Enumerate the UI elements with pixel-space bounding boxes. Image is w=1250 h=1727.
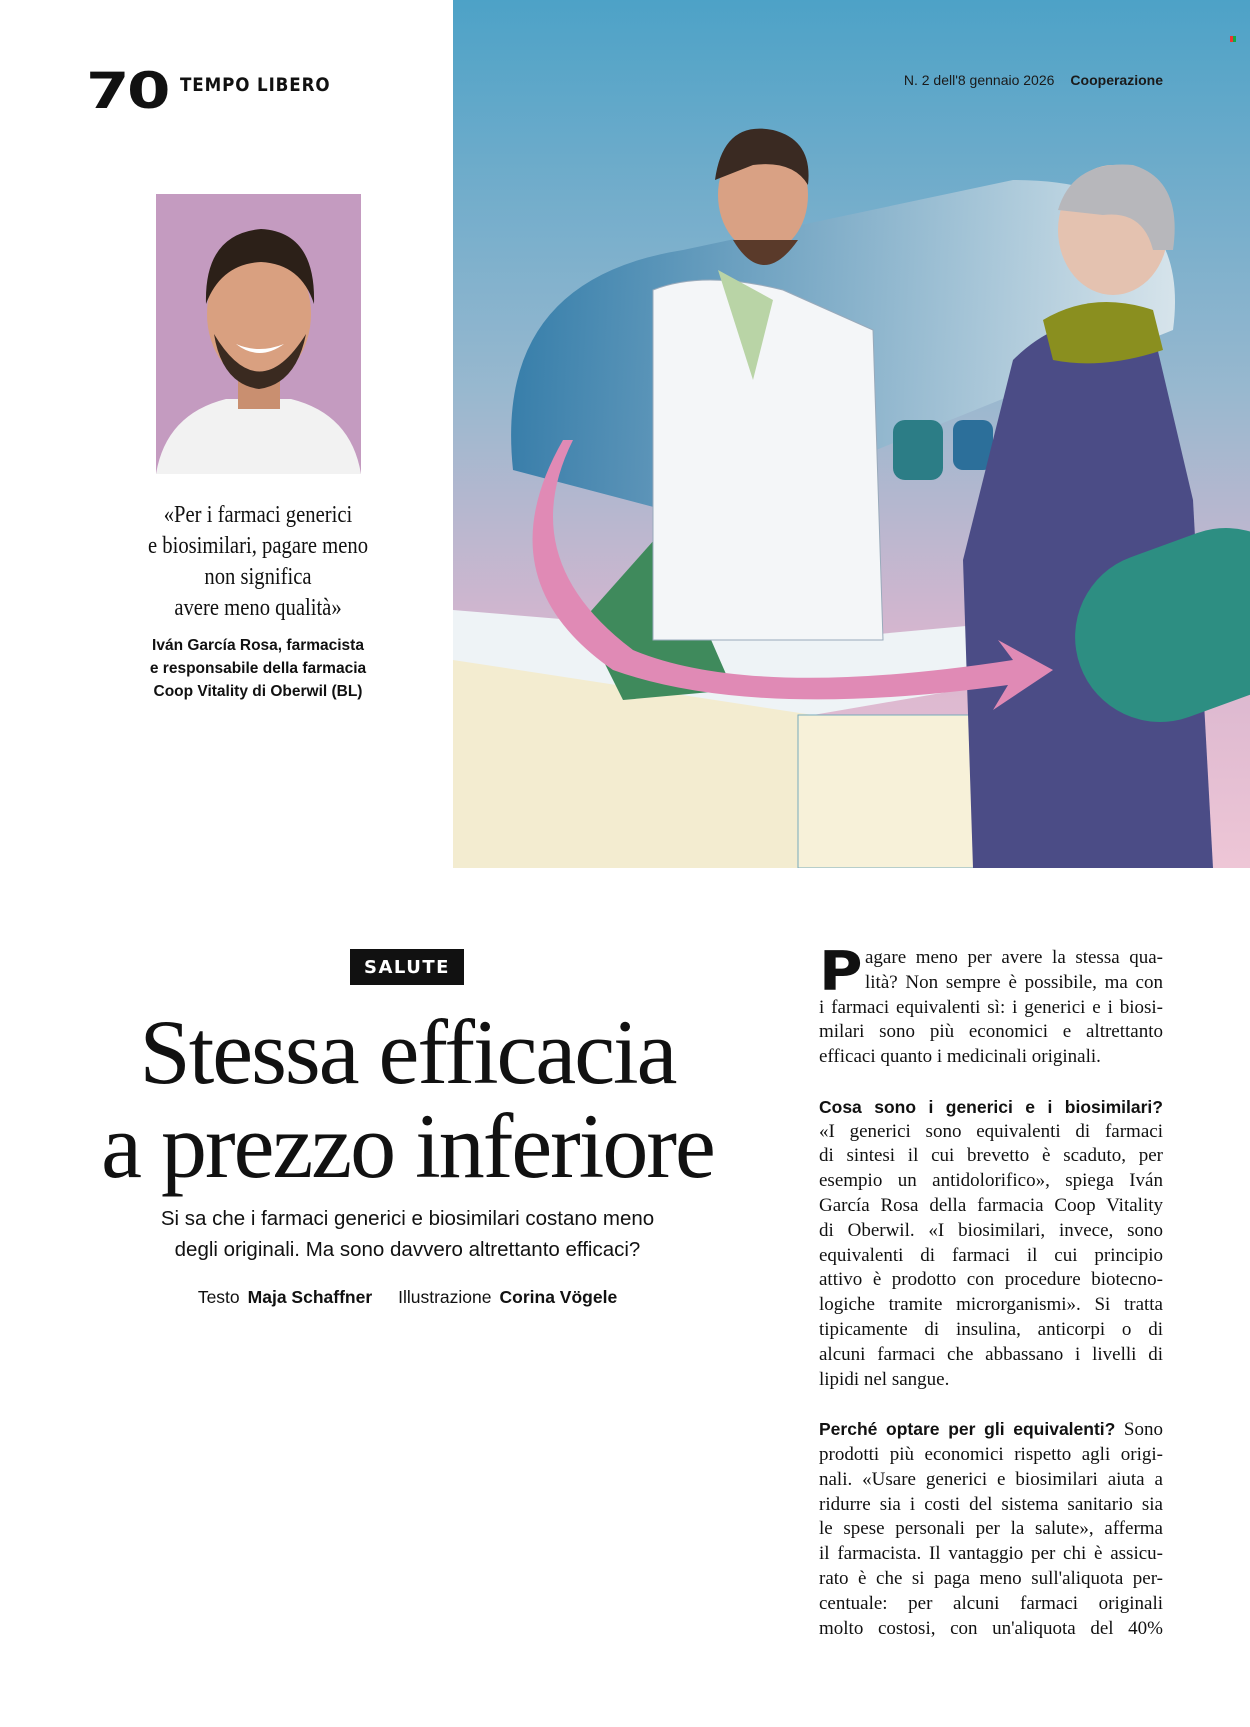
body-line: lità? Non sempre è possibile, ma con xyxy=(865,971,1163,993)
quote-line: e biosimilari, pagare meno xyxy=(147,533,369,559)
subtitle-line: degli originali. Ma sono davvero altrettanto efficaci? xyxy=(174,1238,641,1261)
body-line: tipicamente di insulina, anticorpi o di xyxy=(819,1318,1163,1340)
body-line: esempio un antidolorifico», spiega Iván xyxy=(819,1170,1163,1192)
body-line: rato è che si paga meno sull'aliquota per- xyxy=(819,1567,1163,1589)
quote-attribution xyxy=(100,634,416,703)
headline xyxy=(40,1001,775,1197)
body-line: logiche tramite microrganismi». Si tratta xyxy=(819,1294,1163,1316)
article-body xyxy=(819,940,1163,1641)
body-line: equivalenti di farmaci il cui principio xyxy=(819,1244,1163,1266)
body-line: nali. «Usare generici e biosimilari aiuta a xyxy=(819,1468,1163,1490)
body-line: García Rosa della farmacia Coop Vitality xyxy=(819,1194,1163,1216)
subtitle-line: Si sa che i farmaci generici e biosimilari costano meno xyxy=(160,1207,655,1230)
body-line: di Oberwil. «I biosimilari, invece, sono xyxy=(819,1219,1163,1241)
text-author: Maja Schaffner xyxy=(247,1287,373,1307)
body-line: milari sono più economici e altrettanto xyxy=(819,1021,1163,1043)
credits xyxy=(60,1287,755,1308)
section-title: TEMPO LIBERO xyxy=(180,74,331,96)
category-badge: SALUTE xyxy=(350,949,464,985)
issue-date: N. 2 dell'8 gennaio 2026 xyxy=(903,72,1055,88)
quote-line: non significa xyxy=(204,564,312,590)
publication-name: Cooperazione xyxy=(1070,72,1163,88)
body-line: «I generici sono equivalenti di farmaci xyxy=(819,1120,1163,1142)
illustration-label: Illustrazione xyxy=(398,1287,492,1307)
headline-line: Stessa efficacia xyxy=(139,1001,676,1103)
headline-line: a prezzo inferiore xyxy=(101,1095,714,1197)
section-lead: Cosa sono i generici e i biosimilari? xyxy=(819,1096,1163,1117)
body-line: il farmacista. Il vantaggio per chi è assicu- xyxy=(819,1543,1163,1565)
subtitle xyxy=(60,1203,755,1265)
issue-info xyxy=(904,72,1163,88)
drop-cap: P xyxy=(819,940,863,1003)
body-line: efficaci quanto i medicinali originali. xyxy=(819,1046,1101,1068)
body-line: attivo è prodotto con procedure biotecno- xyxy=(819,1269,1163,1291)
body-line: le spese personali per la salute», afferma xyxy=(819,1518,1163,1540)
illustration-author: Corina Vögele xyxy=(499,1287,618,1307)
body-line: di sintesi il cui brevetto è scaduto, per xyxy=(819,1145,1163,1167)
intro-paragraph xyxy=(819,940,1163,1070)
section-paragraph-2 xyxy=(819,1417,1163,1641)
body-text: Sono xyxy=(1123,1419,1163,1441)
portrait-photo xyxy=(156,194,361,474)
body-line: agare meno per avere la stessa qua- xyxy=(865,947,1163,968)
section-paragraph-1 xyxy=(819,1095,1163,1393)
section-lead: Perché optare per gli equivalenti? xyxy=(819,1419,1116,1440)
body-line: alcuni farmaci che abbassano i livelli di xyxy=(819,1343,1163,1365)
print-registration-mark xyxy=(1230,36,1236,42)
caption-line: Iván García Rosa, farmacista xyxy=(152,637,364,654)
body-line: i farmaci equivalenti sì: i generici e i biosi- xyxy=(819,996,1163,1018)
body-line: ridurre sia i costi del sistema sanitario sia xyxy=(819,1493,1163,1515)
caption-line: Coop Vitality di Oberwil (BL) xyxy=(153,683,363,700)
quote-line: «Per i farmaci generici xyxy=(163,502,353,528)
text-label: Testo xyxy=(197,1287,240,1307)
pull-quote xyxy=(122,500,394,624)
pharmacy-illustration xyxy=(453,0,1250,868)
quote-line: avere meno qualità» xyxy=(174,595,342,621)
body-line: prodotti più economici rispetto agli origi- xyxy=(819,1443,1163,1465)
body-line: lipidi nel sangue. xyxy=(819,1368,950,1390)
caption-line: e responsabile della farmacia xyxy=(149,660,367,677)
page-number: 70 xyxy=(86,62,168,120)
body-line: molto costosi, con un'aliquota del 40% xyxy=(819,1617,1163,1639)
body-line: centuale: per alcuni farmaci originali xyxy=(819,1592,1163,1614)
